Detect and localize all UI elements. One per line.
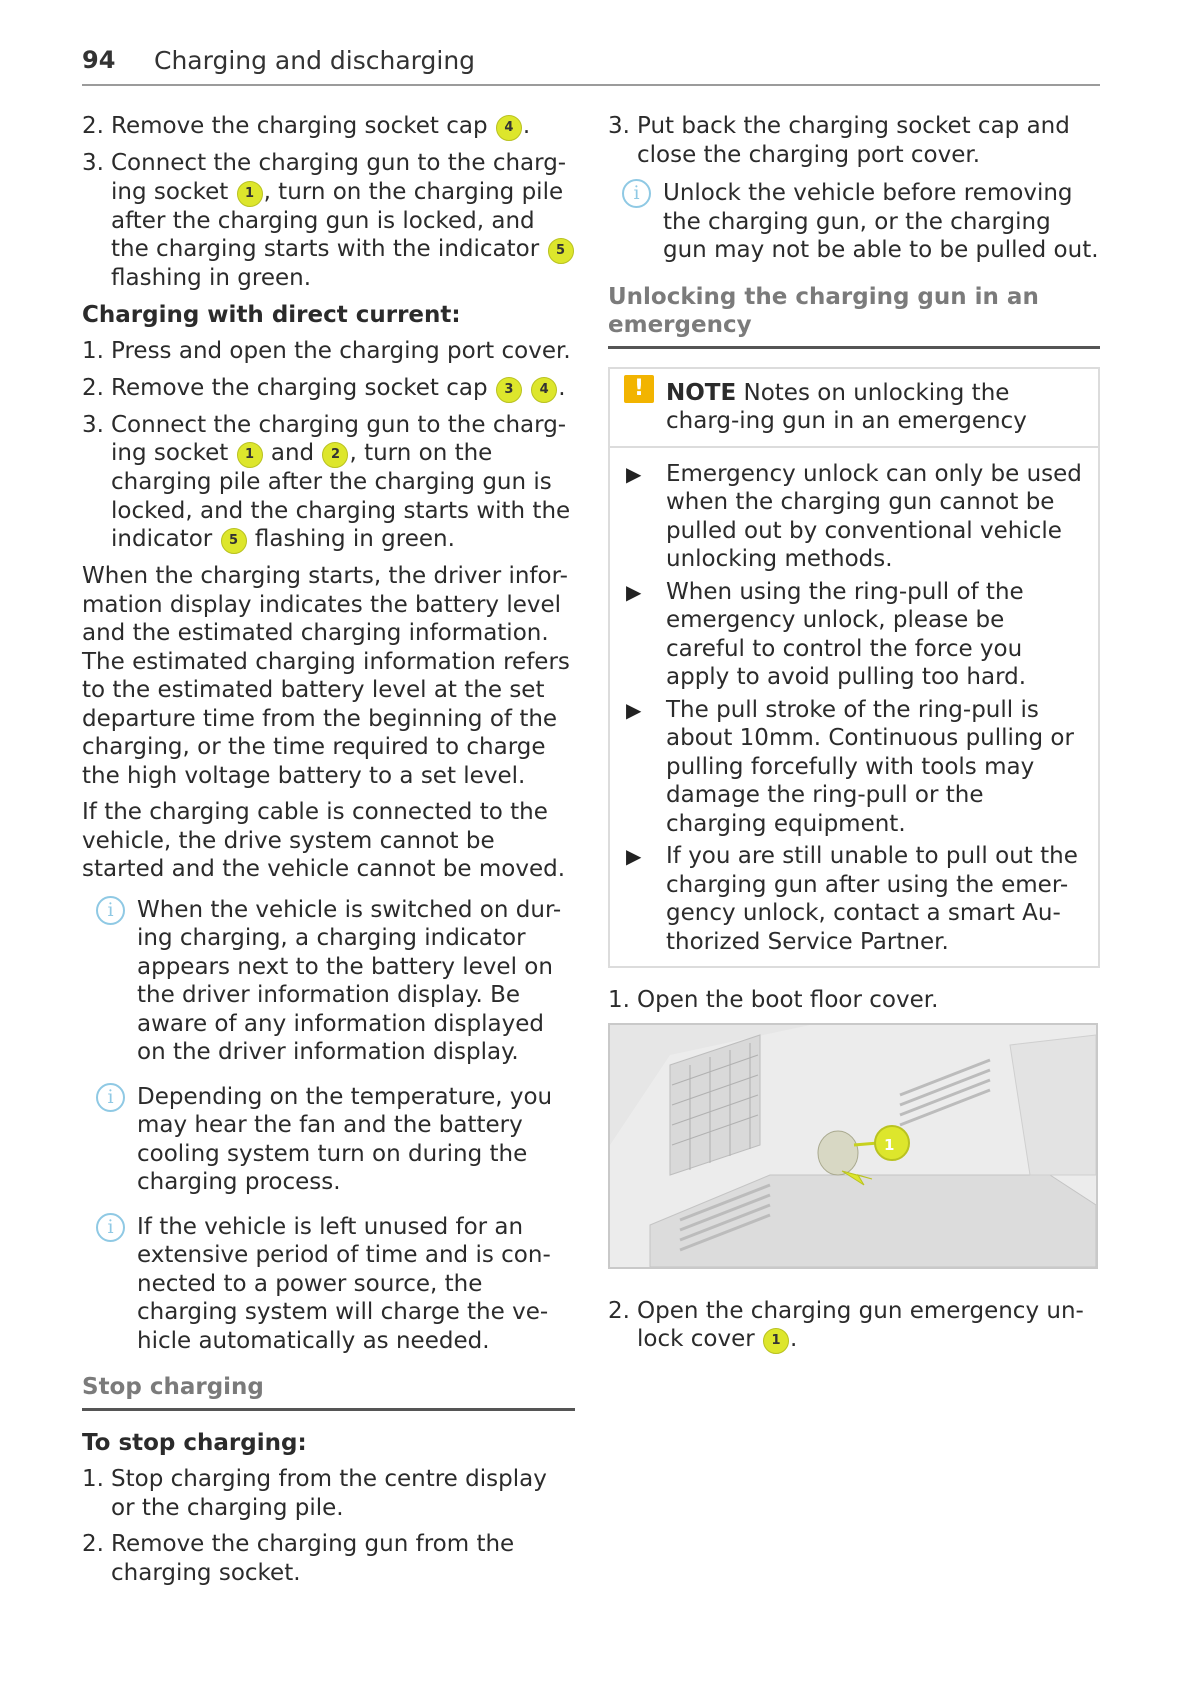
list-item: 2. Remove the charging gun from the charging socket. [82,1531,515,1586]
ac-step-3 [608,112,1100,169]
list-item: ▶ The pull stroke of the ring-pull is about 10mm. Continuous pulling or pulling forcefully with tools may damage the ring-pull or the charging equipment. [626,696,1074,837]
triangle-bullet-icon: ▶ [626,697,642,722]
unlock-step-2 [608,1297,1100,1355]
callout-badge: 4 [496,115,522,141]
callout-badge: 4 [531,377,557,403]
list-item: 3. Connect the charging gun to the charg-ing socket 1 , turn on the charging pile after the charging gun is locked, and the charging starts with the indicator 5 flashing in green. [82,149,575,293]
list-item: 1. Open the boot floor cover. [608,987,939,1013]
note-title: Notes on unlocking the charg-ing gun in an emergency [666,379,1027,434]
paragraph: If the charging cable is connected to the vehicle, the drive system cannot be started and the vehicle cannot be moved. [82,799,565,882]
list-item: 1. Stop charging from the centre display or the charging pile. [82,1466,547,1521]
triangle-bullet-icon: ▶ [626,579,642,604]
list-item: ▶ If you are still unable to pull out the charging gun after using the emer-gency unlock, contact a smart Au-thorized Service Partner. [626,843,1078,955]
callout-label: 1 [884,1135,895,1154]
callout-badge: 2 [322,442,348,468]
info-note: i When the vehicle is switched on dur-ing charging, a charging indicator appears next to the battery level on the driver information display. Be aware of any information displayed on the driver information display. [82,896,575,1067]
page-header [82,44,1100,86]
paragraph: When the charging starts, the driver infor-mation display indicates the battery level and the estimated charging information. The estimated charging information refers to the estimated battery level at the set departure time from the beginning of the charging, or the time required to charge the high voltage battery to a set level. [82,563,570,789]
info-icon: i [622,179,651,208]
callout-badge: 1 [237,442,263,468]
list-item: 2. Remove the charging socket cap 4 . [82,113,531,139]
section-heading: Stop charging [82,1373,575,1411]
note-list [610,448,1098,967]
list-item: 2. Remove the charging socket cap 3 4 . [82,374,566,401]
list-item: 3. Put back the charging socket cap and close the charging port cover. [608,113,1070,168]
note-label: NOTE [666,379,737,406]
info-note: i Depending on the temperature, you may hear the fan and the battery cooling system turn on during the charging process. [82,1083,575,1197]
warning-icon: ! [624,375,654,403]
boot-floor-drawing [610,1025,1096,1267]
info-icon: i [96,896,125,925]
list-item: 1. Press and open the charging port cover. [82,338,571,364]
note-box [608,367,1100,969]
info-note: i Unlock the vehicle before removing the charging gun, or the charging gun may not be able to be pulled out. [608,179,1100,265]
callout-badge: 5 [548,238,574,264]
callout-badge: 5 [221,528,247,554]
boot-floor-illustration [608,1023,1098,1269]
info-icon: i [96,1213,125,1242]
stop-steps [82,1465,575,1587]
stop-heading: To stop charging: [82,1429,307,1456]
info-icon: i [96,1083,125,1112]
list-item: 2. Open the charging gun emergency un-lock cover 1 . [608,1297,1084,1352]
callout-badge: 3 [496,377,522,403]
ac-steps [82,112,575,293]
dc-heading: Charging with direct current: [82,301,461,328]
triangle-bullet-icon: ▶ [626,844,642,868]
unlock-step-1 [608,986,1100,1015]
note-header [610,369,1098,448]
info-note: i If the vehicle is left unused for an extensive period of time and is con-nected to a power source, the charging system will charge the ve-hicle automatically as needed. [82,1213,575,1356]
left-column [82,112,575,1595]
right-column [608,112,1100,1362]
list-item: 3. Connect the charging gun to the charg-ing socket 1 and 2 , turn on the charging pile after the charging gun is locked, and the charging starts with the indicator 5 flashing in green. [82,411,571,552]
dc-steps [82,337,575,554]
triangle-bullet-icon: ▶ [626,461,642,486]
list-item: ▶ Emergency unlock can only be used when the charging gun cannot be pulled out by conventional vehicle unlocking methods. [626,460,1082,572]
page-number: 94 [82,46,116,74]
page-title: Charging and discharging [154,46,476,75]
section-heading: Unlocking the charging gun in an emergency [608,283,1100,349]
list-item: ▶ When using the ring-pull of the emergency unlock, please be careful to control the force you apply to avoid pulling too hard. [626,578,1027,690]
callout-badge: 1 [237,181,263,207]
callout-badge: 1 [763,1328,789,1354]
